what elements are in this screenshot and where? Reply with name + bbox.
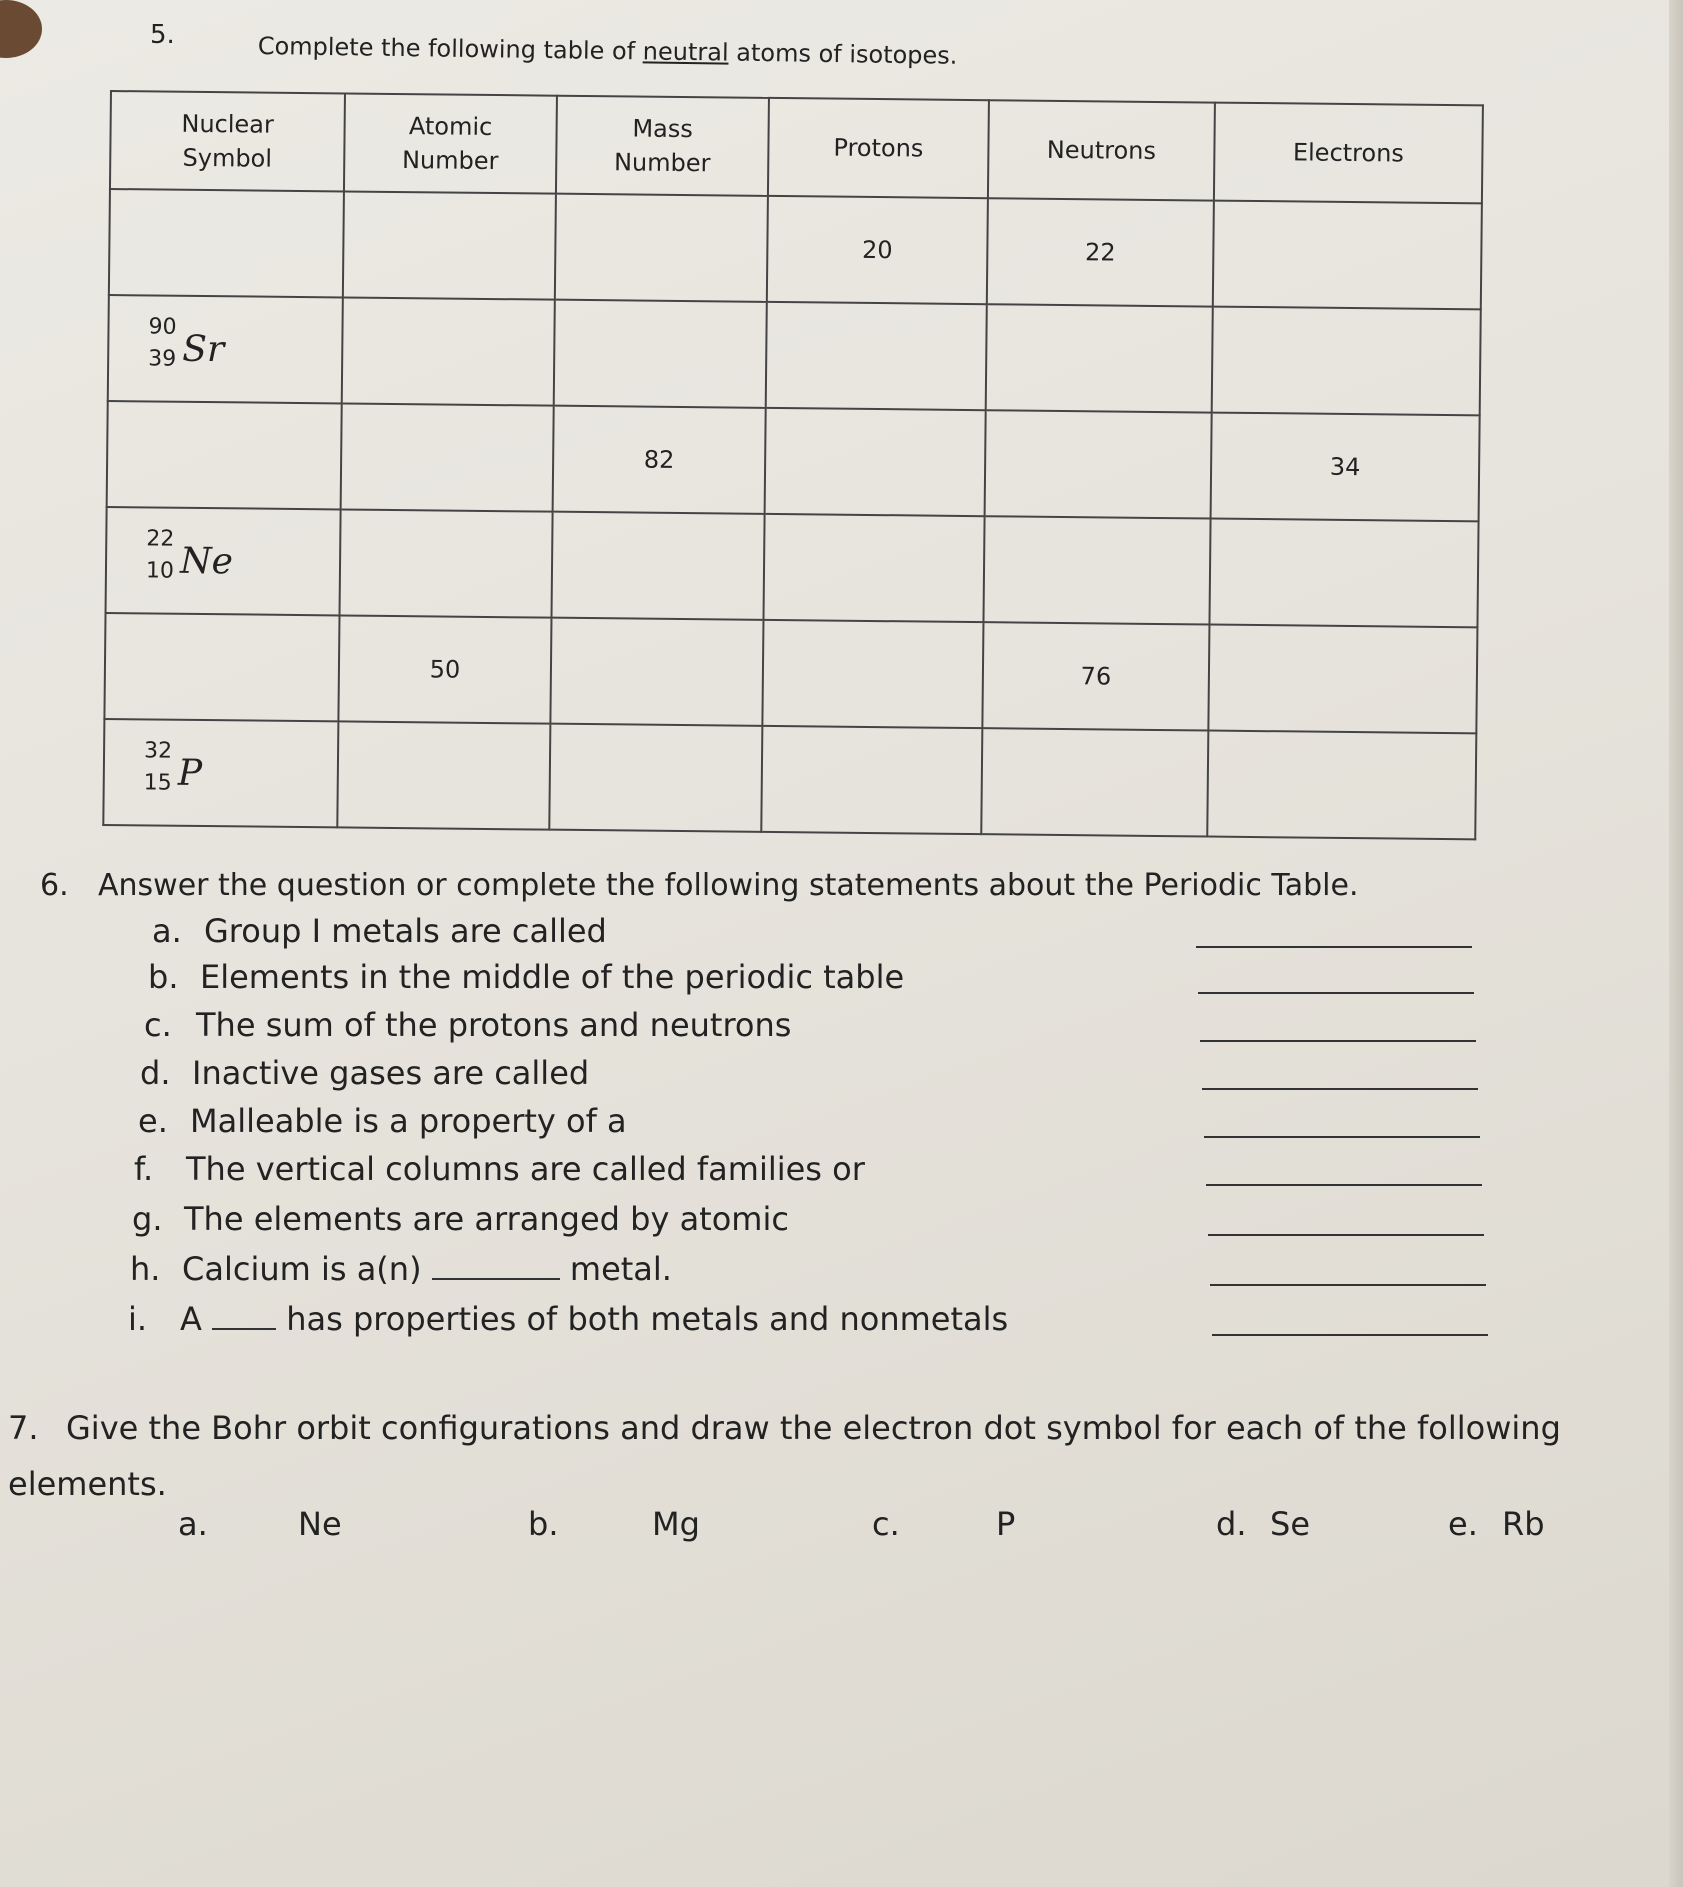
cell-protons[interactable]	[763, 514, 984, 622]
q6-item-c: c. The sum of the protons and neutrons	[144, 1006, 792, 1044]
nuclear-symbol-ne: 22 10 Ne	[145, 525, 234, 584]
table-row	[103, 719, 1476, 839]
cell-neutrons[interactable]	[986, 304, 1213, 412]
cell-nuclear-symbol[interactable]	[109, 189, 344, 297]
cell-electrons[interactable]	[1208, 625, 1477, 734]
cell-mass-number[interactable]	[550, 618, 763, 726]
cell-nuclear-symbol	[106, 507, 341, 615]
header-electrons: Electrons	[1214, 103, 1483, 204]
cell-neutrons[interactable]	[981, 728, 1208, 836]
q7-element-b: b. Mg	[528, 1505, 700, 1543]
isotope-table-wrapper	[102, 90, 1482, 832]
cell-electrons[interactable]: 34	[1211, 413, 1480, 522]
table-header-row	[110, 91, 1483, 203]
question-6-number: 6.	[40, 868, 69, 903]
q6-item-b: b. Elements in the middle of the periodic table	[148, 958, 905, 996]
question-5-prompt	[258, 32, 958, 70]
table-row	[104, 613, 1477, 733]
cell-atomic-number[interactable]	[337, 721, 550, 829]
q6-item-h: h. Calcium is a(n) metal.	[130, 1250, 672, 1288]
cell-nuclear-symbol[interactable]	[104, 613, 339, 721]
cell-neutrons[interactable]: 76	[982, 622, 1209, 730]
header-atomic-number: Atomic Number	[344, 93, 557, 193]
answer-blank-g[interactable]	[1208, 1234, 1484, 1236]
cell-atomic-number[interactable]	[341, 403, 554, 511]
header-nuclear-symbol: Nuclear Symbol	[110, 91, 345, 191]
question-5-number: 5.	[150, 20, 175, 50]
question-7-heading	[8, 1400, 1568, 1512]
cell-electrons[interactable]	[1213, 201, 1482, 310]
cell-neutrons[interactable]: 22	[987, 198, 1214, 306]
header-protons: Protons	[768, 98, 989, 198]
cell-protons[interactable]	[766, 302, 987, 410]
inline-answer-blank[interactable]	[432, 1272, 560, 1280]
binder-hole	[0, 0, 42, 58]
q6-item-e: e. Malleable is a property of a	[138, 1102, 627, 1140]
cell-protons[interactable]: 20	[767, 196, 988, 304]
cell-atomic-number[interactable]: 50	[338, 615, 551, 723]
q7-element-d: d. Se	[1216, 1505, 1310, 1543]
cell-neutrons[interactable]	[985, 410, 1212, 518]
question-5-prefix: Complete the following table of	[257, 32, 636, 66]
answer-blank-i[interactable]	[1212, 1334, 1488, 1336]
answer-blank-f[interactable]	[1206, 1184, 1482, 1186]
header-neutrons: Neutrons	[988, 100, 1215, 200]
inline-answer-blank[interactable]	[212, 1322, 276, 1330]
question-7-number: 7.	[8, 1409, 39, 1447]
cell-protons[interactable]	[765, 408, 986, 516]
question-7-text: Give the Bohr orbit configurations and draw the electron dot symbol for each of the following elements.	[8, 1409, 1561, 1503]
cell-electrons[interactable]	[1212, 307, 1481, 416]
cell-neutrons[interactable]	[983, 516, 1210, 624]
answer-blank-a[interactable]	[1196, 946, 1472, 948]
answer-blank-h[interactable]	[1210, 1284, 1486, 1286]
answer-blank-b[interactable]	[1198, 992, 1474, 994]
q7-element-e: e. Rb	[1448, 1505, 1545, 1543]
cell-atomic-number[interactable]	[342, 297, 555, 405]
answer-blank-d[interactable]	[1202, 1088, 1478, 1090]
cell-electrons[interactable]	[1209, 519, 1478, 628]
q7-element-a: a. Ne	[178, 1505, 342, 1543]
cell-mass-number[interactable]: 82	[553, 406, 766, 514]
cell-nuclear-symbol	[103, 719, 338, 827]
header-mass-number: Mass Number	[556, 96, 769, 196]
nuclear-symbol-sr: 90 39 Sr	[148, 313, 225, 372]
cell-nuclear-symbol	[108, 295, 343, 403]
cell-electrons[interactable]	[1207, 731, 1476, 840]
table-row	[106, 507, 1479, 627]
cell-mass-number[interactable]	[551, 512, 764, 620]
q7-element-c: c. P	[872, 1505, 1016, 1543]
nuclear-symbol-p: 32 15 P	[143, 737, 203, 796]
answer-blank-c[interactable]	[1200, 1040, 1476, 1042]
cell-mass-number[interactable]	[555, 194, 768, 302]
page-edge	[1669, 0, 1683, 1887]
cell-atomic-number[interactable]	[340, 509, 553, 617]
table-row	[109, 189, 1482, 309]
table-row	[107, 401, 1480, 521]
question-5-underlined: neutral	[642, 37, 729, 67]
isotope-table	[102, 90, 1484, 840]
q6-item-d: d. Inactive gases are called	[140, 1054, 590, 1092]
table-row	[108, 295, 1481, 415]
question-5-suffix: atoms of isotopes.	[736, 38, 958, 70]
q6-item-i: i. A has properties of both metals and nonmetals	[128, 1300, 1009, 1338]
cell-mass-number[interactable]	[554, 300, 767, 408]
q6-item-f: f. The vertical columns are called families or	[134, 1150, 865, 1188]
question-6-text: Answer the question or complete the following statements about the Periodic Table.	[98, 868, 1359, 903]
cell-mass-number[interactable]	[549, 724, 762, 832]
cell-nuclear-symbol[interactable]	[107, 401, 342, 509]
q6-item-g: g. The elements are arranged by atomic	[132, 1200, 789, 1238]
q6-item-a: a. Group I metals are called	[152, 912, 607, 950]
cell-protons[interactable]	[761, 726, 982, 834]
question-6-heading	[40, 868, 1359, 903]
cell-atomic-number[interactable]	[343, 191, 556, 299]
cell-protons[interactable]	[762, 620, 983, 728]
answer-blank-e[interactable]	[1204, 1136, 1480, 1138]
